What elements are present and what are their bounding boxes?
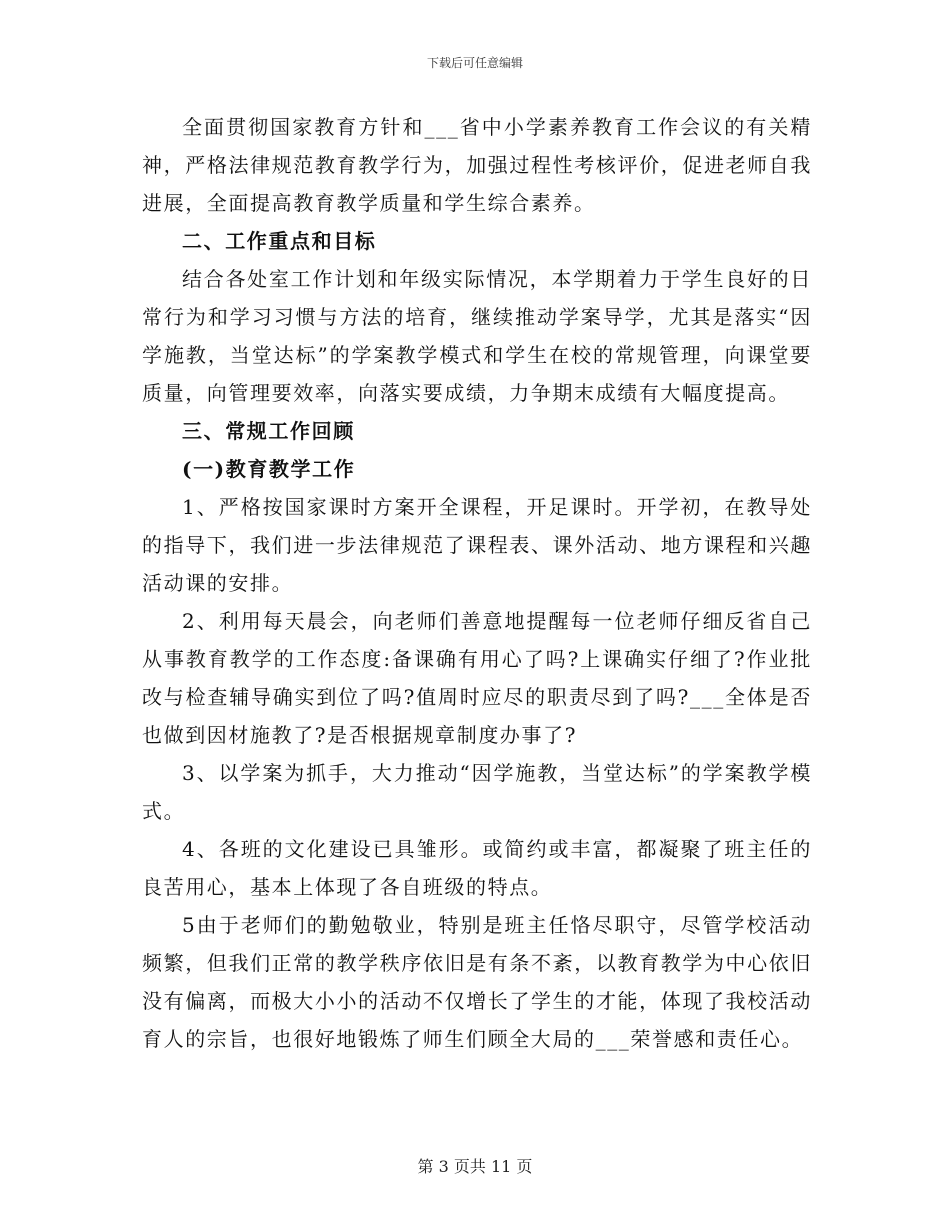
paragraph-item-5: 5由于老师们的勤勉敬业，特别是班主任恪尽职守，尽管学校活动频繁，但我们正常的教学秩序依旧是有条不紊，以教育教学为中心依旧没有偏离，而极大小小的活动不仅增长了学生的才能，体现了我校活动育人的宗旨，也很好地锻炼了师生们顾全大局的___荣誉感和责任心。 — [142, 913, 812, 1051]
paragraph-goals: 结合各处室工作计划和年级实际情况，本学期着力于学生良好的日常行为和学习习惯与方法的培育，继续推动学案导学，尤其是落实“因学施教，当堂达标”的学案教学模式和学生在校的常规管理，向课堂要质量，向管理要效率，向落实要成绩，力争期末成绩有大幅度提高。 — [142, 267, 812, 405]
paragraph-item-4: 4、各班的文化建设已具雏形。或简约或丰富，都凝聚了班主任的良苦用心，基本上体现了各自班级的特点。 — [142, 837, 812, 899]
section-heading-review: 三、常规工作回顾 — [182, 419, 355, 443]
paragraph-item-1: 1、严格按国家课时方案开全课程，开足课时。开学初，在教导处的指导下，我们进一步法律规范了课程表、课外活动、地方课程和兴趣活动课的安排。 — [142, 495, 812, 595]
paragraph-item-3: 3、以学案为抓手，大力推动“因学施教，当堂达标”的学案教学模式。 — [142, 761, 812, 823]
document-body — [142, 108, 812, 1058]
paragraph-intro: 全面贯彻国家教育方针和___省中小学素养教育工作会议的有关精神，严格法律规范教育教学行为，加强过程性考核评价，促进老师自我进展，全面提高教育教学质量和学生综合素养。 — [142, 115, 812, 215]
page-header-note: 下载后可任意编辑 — [426, 56, 523, 70]
subsection-heading-teaching: (一)教育教学工作 — [182, 457, 356, 481]
section-heading-goals: 二、工作重点和目标 — [182, 229, 377, 253]
page-number-footer: 第 3 页共 11 页 — [417, 1157, 533, 1176]
paragraph-item-2: 2、利用每天晨会，向老师们善意地提醒每一位老师仔细反省自己从事教育教学的工作态度:备课确有用心了吗?上课确实仔细了?作业批改与检查辅导确实到位了吗?值周时应尽的职责尽到了吗?___全体是否也做到因材施教了?是否根据规章制度办事了? — [142, 609, 812, 747]
